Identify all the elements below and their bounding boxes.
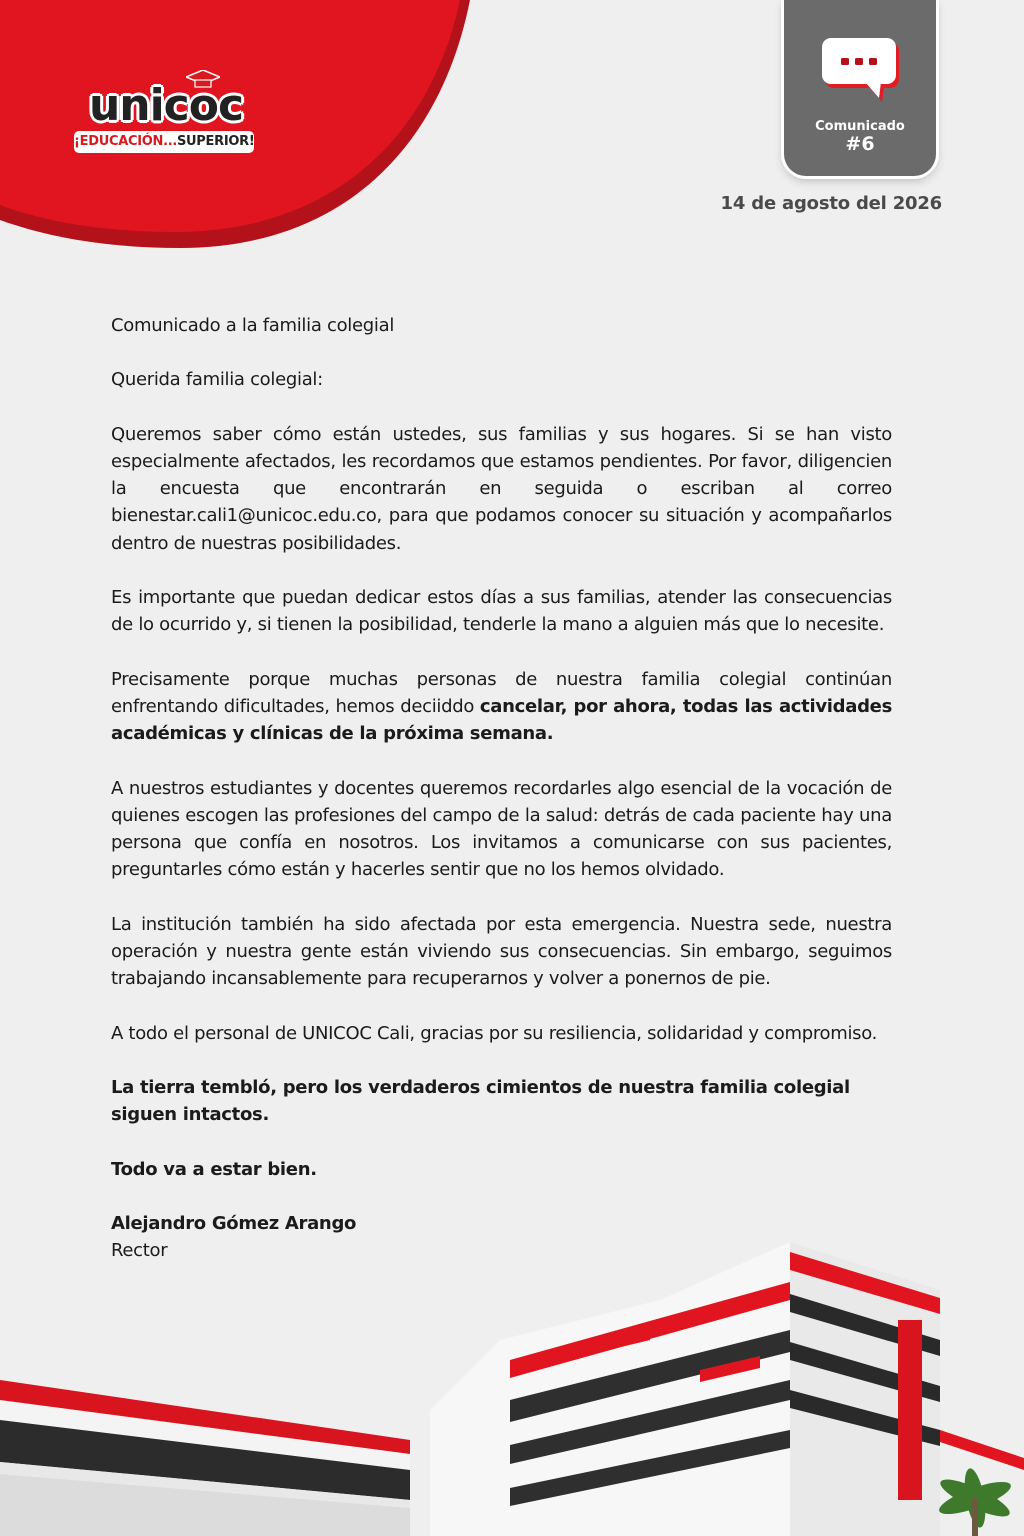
publication-date: 14 de agosto del 2026 [720, 193, 942, 214]
cancellation-lead: Precisamente porque muchas personas de nuestra familia colegial continúan enfrentando dificultades, hemos deciiddo [111, 668, 892, 717]
logo-wordmark: unicoc [88, 80, 244, 131]
paragraph-closing: La tierra tembló, pero los verdaderos cimientos de nuestra familia colegial siguen intactos. [111, 1076, 850, 1126]
letter-subject: Comunicado a la familia colegial [111, 315, 395, 336]
tagline-lead: ¡EDUCACIÓN... [74, 134, 177, 149]
cancellation-highlight: cancelar, por ahora, todas las actividades académicas y clínicas de la próxima semana. [111, 695, 892, 745]
communique-badge [784, 0, 936, 176]
paragraph-institution: La institución también ha sido afectada por esta emergencia. Nuestra sede, nuestra operación y nuestra gente están viviendo sus consecuencias. Sin embargo, seguimos trabajando incansablemente para recuperarnos y volver a ponernos de pie. [111, 913, 892, 990]
signer-name: Alejandro Gómez Arango [111, 1212, 357, 1234]
paragraph-reassurance: Todo va a estar bien. [111, 1158, 317, 1180]
badge-number: #6 [845, 133, 875, 155]
unicoc-logo [74, 82, 254, 162]
logo-tagline [74, 131, 254, 153]
signer-title: Rector [111, 1240, 168, 1262]
paragraph-cancellation [111, 666, 892, 748]
paragraph-wellbeing: Queremos saber cómo están ustedes, sus familias y sus hogares. Si se han visto especialmente afectados, les recordamos que estamos pendientes. Por favor, diligencien la encuesta que encontrarán en seguida o escriban al correo bienestar.cali1@unicoc.edu.co, para que podamos conocer su situación y acompañarlos dentro de nuestras posibilidades. [111, 423, 892, 554]
paragraph-gratitude: A todo el personal de UNICOC Cali, gracias por su resiliencia, solidaridad y compromiso. [111, 1022, 878, 1044]
paragraph-families: Es importante que puedan dedicar estos días a sus familias, atender las consecuencias de lo ocurrido y, si tienen la posibilidad, tenderle la mano a alguien más que lo necesite. [111, 587, 892, 636]
tagline-bold: SUPERIOR! [176, 134, 255, 149]
paragraph-patients: A nuestros estudiantes y docentes queremos recordarles algo esencial de la vocación de quienes escogen las profesiones del campo de la salud: detrás de cada paciente hay una persona que confía en nosotros. Los invitamos a comunicarse con sus pacientes, preguntarles cómo están y hacerles sentir que no los hemos olvidado. [111, 777, 892, 881]
campus-building-illustration [0, 1230, 1024, 1536]
letter-body [111, 312, 892, 1291]
letter-greeting: Querida familia colegial: [111, 369, 323, 391]
badge-label: Comunicado [815, 119, 905, 134]
chat-bubble-icon [822, 38, 902, 106]
